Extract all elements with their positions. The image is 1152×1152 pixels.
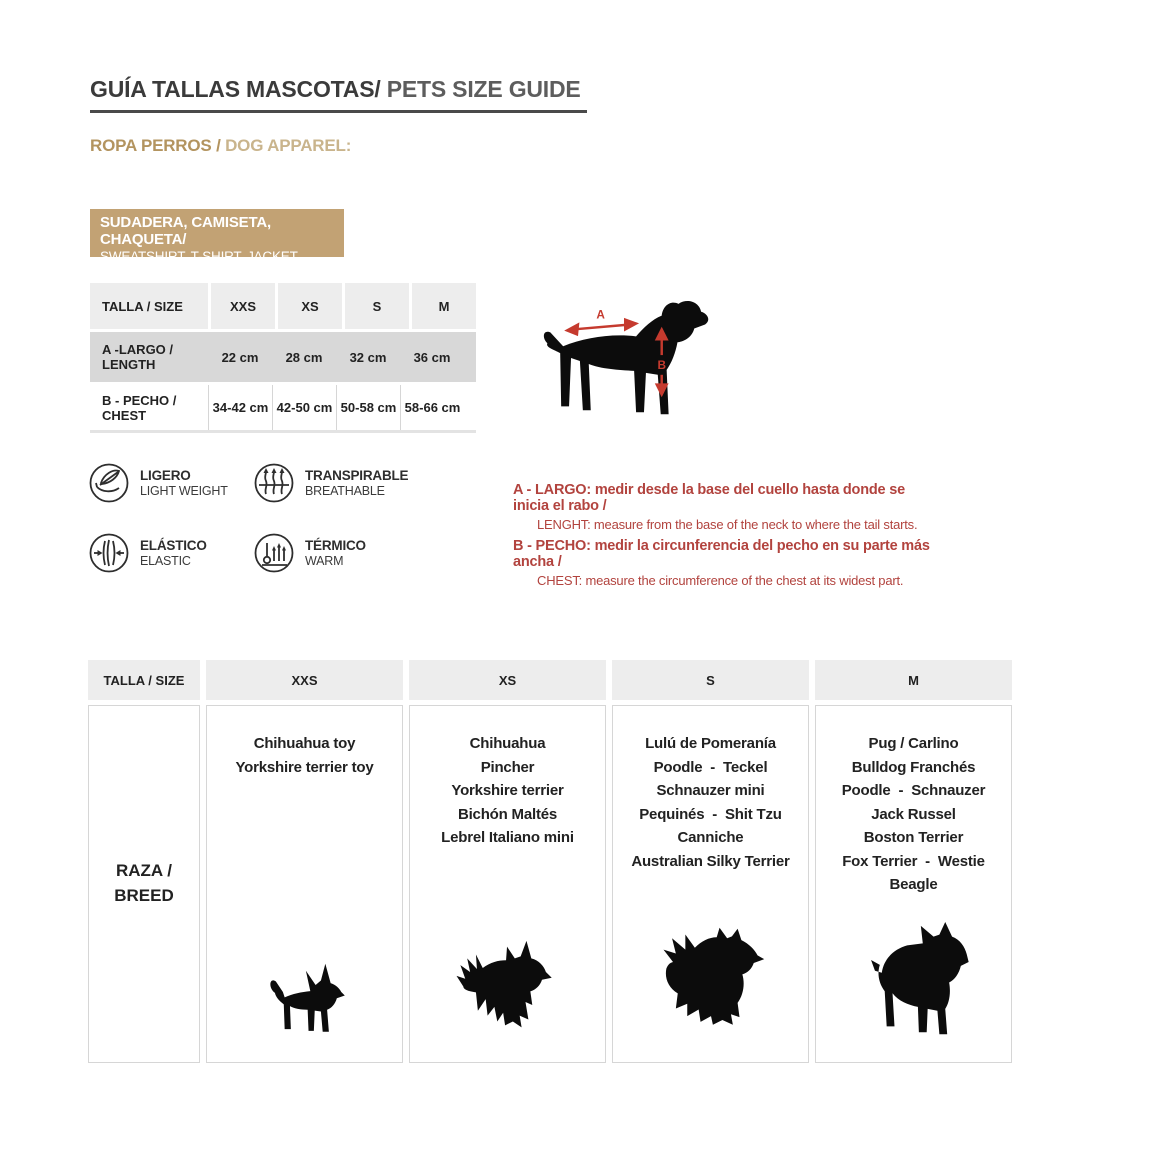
- category-box: [90, 209, 344, 264]
- row-length-s: 32 cm: [349, 349, 387, 365]
- breed-line: Chihuahua: [469, 735, 546, 752]
- breed-header-s: S: [612, 660, 809, 700]
- breed-header-xxs: XXS: [206, 660, 403, 700]
- row-chest-s: 50-58 cm: [336, 385, 400, 430]
- breed-line: Schnauzer mini: [656, 782, 765, 799]
- size-table-header-xs: XS: [278, 283, 342, 329]
- feature-name-en: WARM: [305, 553, 344, 568]
- breed-line: Yorkshire terrier toy: [235, 758, 374, 776]
- breed-line: Australian Silky Terrier: [631, 852, 790, 870]
- note-b-es: B - PECHO: medir la circunferencia del pecho en su parte más ancha /: [513, 538, 930, 570]
- row-length-xxs: 22 cm: [221, 349, 259, 365]
- breed-header-xs: XS: [409, 660, 606, 700]
- breed-row-label-en: BREED: [114, 886, 174, 905]
- breed-line: Pincher: [480, 758, 535, 776]
- feather-hand-icon: [88, 462, 130, 504]
- breed-line: Beagle: [889, 876, 938, 893]
- feature-lightweight: [88, 462, 228, 504]
- feature-name-en: ELASTIC: [140, 553, 191, 568]
- breed-line: Boston Terrier: [863, 829, 964, 846]
- pomeranian-silhouette: [642, 924, 780, 1038]
- breed-table: [88, 660, 1012, 1063]
- feature-breathable: [253, 462, 408, 504]
- breed-line: Pequinés - Shit Tzu: [639, 805, 782, 823]
- size-table-header-m: M: [412, 283, 476, 329]
- feature-elastic: [88, 532, 207, 574]
- size-table-row-length: [90, 332, 476, 382]
- row-chest-xxs: 34-42 cm: [208, 385, 272, 430]
- breed-table-body-row: [88, 705, 1012, 1063]
- size-table: [90, 283, 476, 433]
- size-table-header-label: TALLA / SIZE: [90, 283, 208, 329]
- feature-name-es: LIGERO: [140, 468, 191, 484]
- page-title-es: GUÍA TALLAS MASCOTAS/: [90, 76, 381, 102]
- size-table-header-s: S: [345, 283, 409, 329]
- labrador-silhouette: [544, 301, 708, 414]
- feature-name-es: TÉRMICO: [305, 538, 366, 554]
- row-length-label: A -LARGO / LENGTH: [102, 342, 174, 372]
- breathable-icon: [253, 462, 295, 504]
- breed-cell-xxs: [206, 705, 403, 1063]
- breed-cell-m: [815, 705, 1012, 1063]
- breed-line: Lulú de Pomeranía: [645, 735, 776, 752]
- elastic-arrows-icon: [88, 532, 130, 574]
- breed-line: Bulldog Franchés: [851, 758, 976, 776]
- breed-list-xs: [410, 706, 605, 850]
- breed-line: Lebrel Italiano mini: [441, 829, 574, 846]
- row-chest-label: B - PECHO / CHEST: [102, 392, 177, 423]
- breed-line: Bichón Maltés: [457, 805, 558, 823]
- breed-line: Canniche: [677, 829, 744, 846]
- row-chest-xs: 42-50 cm: [272, 385, 336, 430]
- breed-row-label-cell: [88, 705, 200, 1063]
- breed-line: Poodle - Teckel: [653, 758, 768, 776]
- breed-cell-xs: [409, 705, 606, 1063]
- category-line-en: SWEATSHIRT, T-SHIRT, JACKET: [100, 249, 298, 264]
- breed-list-xxs: [207, 706, 402, 779]
- page-subtitle-en: DOG APPAREL:: [225, 136, 352, 155]
- breed-line: Poodle - Schnauzer: [841, 782, 986, 799]
- size-table-row-chest: [90, 385, 476, 433]
- row-length-m: 36 cm: [413, 349, 451, 365]
- size-table-header-xxs: XXS: [211, 283, 275, 329]
- breed-header-label: TALLA / SIZE: [88, 660, 200, 700]
- feature-name-en: BREATHABLE: [305, 483, 385, 498]
- thermometer-icon: [253, 532, 295, 574]
- french-bulldog-silhouette: [850, 920, 978, 1042]
- breed-line: Pug / Carlino: [868, 735, 959, 752]
- breed-line: Fox Terrier - Westie: [842, 852, 985, 870]
- arrow-label-b: B: [657, 357, 666, 372]
- breed-row-label-es: RAZA /: [115, 861, 172, 881]
- page-title-en: PETS SIZE GUIDE: [380, 76, 581, 102]
- feature-warm: [253, 532, 366, 574]
- page-subtitle-es: ROPA PERROS /: [90, 136, 226, 155]
- measuring-diagram: [533, 292, 751, 430]
- breed-line: Yorkshire terrier: [451, 782, 564, 799]
- feature-name-es: TRANSPIRABLE: [305, 468, 409, 484]
- size-table-header-row: [90, 283, 476, 329]
- row-chest-m: 58-66 cm: [400, 385, 464, 430]
- breed-header-m: M: [815, 660, 1012, 700]
- breed-list-s: [613, 706, 808, 873]
- page-subtitle: [90, 136, 351, 156]
- chihuahua-toy-silhouette: [259, 954, 351, 1038]
- note-b-en: CHEST: measure the circumference of the chest at its widest part.: [537, 573, 904, 588]
- arrow-label-a: A: [596, 307, 605, 322]
- long-haired-chihuahua-silhouette: [449, 936, 567, 1038]
- breed-line: Jack Russel: [871, 805, 956, 823]
- feature-name-es: ELÁSTICO: [140, 538, 207, 554]
- breed-list-m: [816, 706, 1011, 897]
- breed-line: Chihuahua toy: [253, 735, 356, 752]
- breed-cell-s: [612, 705, 809, 1063]
- measuring-notes: [513, 482, 943, 588]
- note-a-es: A - LARGO: medir desde la base del cuello hasta donde se inicia el rabo /: [513, 482, 905, 514]
- row-length-xs: 28 cm: [285, 349, 323, 365]
- page-title: [90, 76, 587, 113]
- feature-name-en: LIGHT WEIGHT: [140, 483, 228, 498]
- breed-table-header-row: [88, 660, 1012, 700]
- note-a-en: LENGHT: measure from the base of the neck to where the tail starts.: [537, 517, 918, 532]
- category-line-es: SUDADERA, CAMISETA, CHAQUETA/: [100, 214, 271, 248]
